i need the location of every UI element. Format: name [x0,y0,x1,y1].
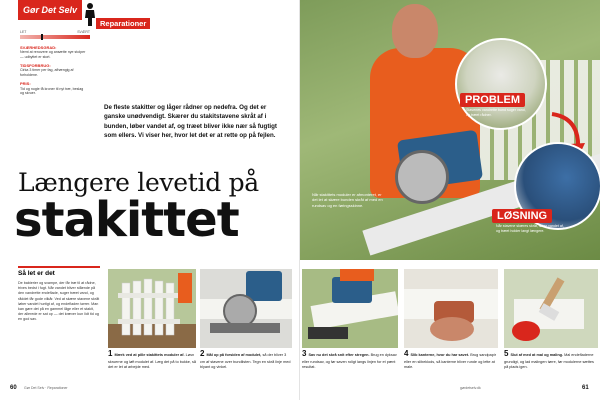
step-4-body: Brug sandpapir eller en slibeklods, så kanterne bliver runde og lette at male. [404,353,497,369]
solution-text: Når stavene skæres skråt, løber vandet af, og træet holder langt længere. [496,224,564,233]
step-5-title: Slut af med at mal og maling. [510,353,564,357]
info-text-difficulty: Nemt at renovere og ansætte nye stolper — udbyttet er stort. [20,50,86,60]
section-tag: Reparationer [96,18,150,29]
problem-text: Stavenes vandrette bund suger vand, og træet rådner. [466,108,526,117]
step-2-photo [200,269,292,348]
info-text-price: Tid og nogle få kroner til nyt træ, beslag og skruer. [20,86,84,96]
difficulty-marker [41,34,43,40]
headline-line-2: stakittet [14,192,239,248]
info-heading-time: TIDSFORBRUG: [20,63,51,69]
right-page-number: 61 [582,385,589,391]
difficulty-bar [20,35,90,39]
problem-label: PROBLEM [460,93,525,107]
headline-line-1: Længere levetid på [18,168,259,197]
person-silhouette-icon [83,2,97,26]
step-4-number: 4 [404,349,409,358]
step-3-text [302,349,398,370]
info-text-time: Cirka 3 timer per fag, afhængig af forholdene. [20,68,74,78]
step-1-text [108,349,196,370]
info-box [20,45,88,96]
step-2-text [200,349,292,370]
step-4-title: Slib kanterne, hvor du har savet. [410,353,470,357]
left-footer: Gør Det Selv · Reparationer [24,386,68,390]
step-2-body: så der bliver 3 cm af stavene over bundlisten. Tegn en skrå linje med blyant og vinkel. [200,353,291,369]
right-footer: gørdetselv.dk [460,386,481,390]
step-1-body: Løsn skruerne og løft modulet af. Læg det på to bukke, så det er let at arbejde med. [108,353,197,369]
step-5-body: Mal endefladerne grundigt, og lad malingen tørre, før modulerne sættes på plads igen. [504,353,594,369]
solution-label: LØSNING [492,209,552,223]
difficulty-high-label: SVÆRT [77,30,90,34]
step-3-photo [302,269,398,348]
step-4-photo [404,269,498,348]
step-3-title: Sav nu det skrå snit efter stregen. [308,353,370,357]
step-3-number: 3 [302,349,307,358]
step-3-body: Brug en dyksav eller rundsav, og før saven roligt langs linjen for et pænt resultat. [302,353,397,369]
step-1-number: 1 [108,349,113,358]
hero-caption: Når stakittets moduler er afmonteret, er det let at skære bunden skråt af med en rundsav og en føringsskinne. [312,192,383,208]
step-1-title: Mærk ved at pille stakittets moduler af. [114,353,185,357]
step-5-number: 5 [504,349,509,358]
brand-logo: Gør Det Selv [18,0,82,20]
step-2-number: 2 [200,349,205,358]
step-4-text [404,349,498,370]
difficulty-low-label: LET [20,30,27,34]
sidebar-title: Så let er det [18,266,100,277]
sidebar-body: De bakterier og svampe, der får træ til at rådne, trives bedst i fugt. Når vandet bliver stående på den vandrette endeflade, suger træet vand, og råddet får gode vilkår. Ved at skære stavene skråt løber vandet hurtigt af, og endefladen tørrer. Man kan gøre det på en gammel låge eller et stakit, der allerede er sat op — det kræver kun lidt tid og en god sav. [18,281,100,322]
step-5-photo [504,269,598,348]
step-5-text [504,349,598,370]
hero-saw-blade [395,150,449,204]
left-page-number: 60 [10,385,17,391]
info-heading-price: PRIS: [20,81,31,87]
difficulty-meter [20,30,90,39]
step-2-title: Mål op på forsiden af modulet, [206,353,262,357]
intro-paragraph: De fleste stakitter og låger rådner op nedefra. Og det er ganske unødvendigt. Skærer du stakitstavene skråt af i bunden, løber vandet af, og træet bliver ikke nær så fugtigt som ellers. Vi viser her, hvor let det er at rette op på fejlen. [104,104,277,139]
hero-man-head [392,4,438,58]
info-heading-difficulty: SVÆRHEDSGRAD: [20,45,57,50]
step-1-photo [108,269,196,348]
